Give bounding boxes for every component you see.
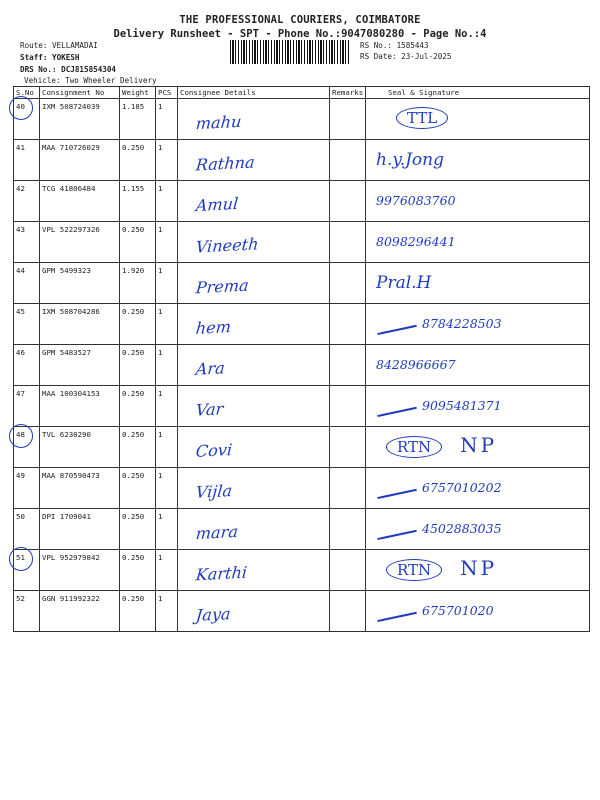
cell-consignment: MAA 710726029 — [40, 140, 120, 181]
rs-date: RS Date: 23-Jul-2025 — [360, 52, 452, 61]
cell-signature — [366, 345, 590, 386]
cell-remarks — [330, 509, 366, 550]
table-row — [14, 468, 590, 509]
signature — [376, 521, 502, 536]
cell-consignee — [178, 304, 330, 345]
cell-pcs: 1 — [156, 222, 178, 263]
signature: Pral.H — [376, 273, 432, 293]
phone-number: 8098296441 — [376, 234, 456, 249]
cell-signature — [366, 550, 590, 591]
header-consignee: Consignee Details — [178, 87, 330, 99]
table-row — [14, 304, 590, 345]
consignee-name: Jaya — [195, 604, 232, 625]
rtn-stamp: RTN — [386, 436, 442, 458]
cell-weight: 0.250 — [120, 591, 156, 632]
cell-remarks — [330, 550, 366, 591]
cell-consignment: DPI 1709041 — [40, 509, 120, 550]
phone-number: 6757010202 — [422, 480, 502, 495]
cell-consignment: VPL 952979842 — [40, 550, 120, 591]
consignee-name: Var — [195, 399, 225, 420]
signature — [376, 603, 494, 618]
cell-consignment: TCG 41806484 — [40, 181, 120, 222]
table-row — [14, 427, 590, 468]
consignee-name: Ara — [195, 358, 226, 379]
table-row — [14, 263, 590, 304]
signature-scribble — [375, 478, 417, 498]
header-remarks: Remarks — [330, 87, 366, 99]
signature — [376, 316, 502, 331]
route-label: Route: VELLAMADAI — [20, 41, 98, 50]
table-row — [14, 181, 590, 222]
table-row — [14, 591, 590, 632]
cell-pcs: 1 — [156, 345, 178, 386]
cell-signature — [366, 263, 590, 304]
consignee-name: hem — [195, 317, 232, 338]
cell-consignment: TVL 6230290 — [40, 427, 120, 468]
cell-sno: 50 — [14, 509, 40, 550]
phone-number: 675701020 — [422, 603, 494, 618]
cell-consignment: IXM 508724039 — [40, 99, 120, 140]
cell-weight: 1.185 — [120, 99, 156, 140]
signature: h.y.Jong — [376, 150, 444, 170]
header-consignment: Consignment No — [40, 87, 120, 99]
cell-consignment: VPL 522297326 — [40, 222, 120, 263]
staff-label: Staff: YOKESH — [20, 53, 80, 62]
table-row — [14, 140, 590, 181]
table-row — [14, 509, 590, 550]
cell-weight: 0.250 — [120, 304, 156, 345]
circle-mark — [9, 547, 33, 571]
cell-remarks — [330, 181, 366, 222]
cell-signature — [366, 222, 590, 263]
cell-remarks — [330, 591, 366, 632]
signature — [376, 398, 502, 413]
cell-consignee — [178, 427, 330, 468]
consignee-name: Rathna — [194, 152, 256, 175]
cell-consignee — [178, 181, 330, 222]
cell-consignee — [178, 222, 330, 263]
table-row — [14, 550, 590, 591]
rs-number: RS No.: 1585443 — [360, 41, 429, 50]
signature-scribble — [375, 519, 417, 539]
cell-consignment: IXM 508704286 — [40, 304, 120, 345]
cell-remarks — [330, 345, 366, 386]
circle-mark — [9, 96, 33, 120]
cell-sno: 52 — [14, 591, 40, 632]
consignee-name: Covi — [195, 440, 233, 461]
signature-scribble — [375, 314, 417, 334]
cell-sno: 51 — [14, 550, 40, 591]
runsheet-table — [13, 86, 590, 632]
vehicle-label: Vehicle: Two Wheeler Delivery — [24, 76, 157, 85]
cell-consignment: GPM 5499323 — [40, 263, 120, 304]
signature-scribble — [375, 601, 417, 621]
cell-remarks — [330, 468, 366, 509]
cell-pcs: 1 — [156, 550, 178, 591]
consignee-name: Prema — [195, 275, 250, 298]
cell-signature — [366, 304, 590, 345]
cell-pcs: 1 — [156, 509, 178, 550]
cell-consignment: GPM 5483527 — [40, 345, 120, 386]
cell-signature — [366, 140, 590, 181]
consignee-name: Amul — [195, 193, 240, 216]
cell-consignment: MAA 870590473 — [40, 468, 120, 509]
cell-consignee — [178, 468, 330, 509]
cell-remarks — [330, 427, 366, 468]
cell-pcs: 1 — [156, 99, 178, 140]
signature — [386, 433, 497, 458]
np-mark: NP — [460, 433, 498, 457]
cell-remarks — [330, 99, 366, 140]
table-header-row — [14, 87, 590, 99]
cell-consignee — [178, 140, 330, 181]
cell-remarks — [330, 140, 366, 181]
table-row — [14, 222, 590, 263]
cell-consignee — [178, 345, 330, 386]
cell-weight: 0.250 — [120, 468, 156, 509]
consignee-name: Vijla — [195, 481, 233, 502]
cell-consignee — [178, 263, 330, 304]
cell-weight: 1.155 — [120, 181, 156, 222]
phone-number: 8428966667 — [376, 357, 456, 372]
cell-pcs: 1 — [156, 263, 178, 304]
header-signature: Seal & Signature — [366, 87, 590, 99]
cell-sno: 43 — [14, 222, 40, 263]
cell-consignment: MAA 100304153 — [40, 386, 120, 427]
cell-sno: 42 — [14, 181, 40, 222]
cell-weight: 0.250 — [120, 140, 156, 181]
cell-remarks — [330, 263, 366, 304]
cell-consignee — [178, 99, 330, 140]
cell-sno: 41 — [14, 140, 40, 181]
cell-pcs: 1 — [156, 591, 178, 632]
cell-remarks — [330, 222, 366, 263]
cell-signature — [366, 591, 590, 632]
signature — [386, 556, 497, 581]
cell-pcs: 1 — [156, 304, 178, 345]
cell-signature — [366, 509, 590, 550]
np-mark: NP — [460, 556, 498, 580]
header-weight: Weight — [120, 87, 156, 99]
cell-pcs: 1 — [156, 468, 178, 509]
consignee-name: Karthi — [195, 562, 248, 585]
phone-number: 8784228503 — [422, 316, 502, 331]
signature — [376, 480, 502, 495]
phone-number: 9095481371 — [422, 398, 502, 413]
header-pcs: PCS — [156, 87, 178, 99]
cell-signature — [366, 386, 590, 427]
cell-weight: 0.250 — [120, 550, 156, 591]
cell-weight: 0.250 — [120, 222, 156, 263]
barcode — [230, 40, 350, 64]
cell-remarks — [330, 386, 366, 427]
phone-number: 9976083760 — [376, 193, 456, 208]
cell-consignee — [178, 550, 330, 591]
circle-mark — [9, 424, 33, 448]
cell-signature — [366, 427, 590, 468]
cell-sno: 49 — [14, 468, 40, 509]
cell-remarks — [330, 304, 366, 345]
table-row — [14, 386, 590, 427]
consignee-name: Vineeth — [194, 234, 260, 257]
cell-weight: 0.250 — [120, 386, 156, 427]
header-sno: S.No — [14, 87, 40, 99]
phone-number: 4502883035 — [422, 521, 502, 536]
consignee-name: mahu — [195, 111, 243, 134]
cell-signature — [366, 181, 590, 222]
cell-consignee — [178, 386, 330, 427]
cell-sno: 40 — [14, 99, 40, 140]
cell-sno: 46 — [14, 345, 40, 386]
cell-pcs: 1 — [156, 427, 178, 468]
cell-sno: 45 — [14, 304, 40, 345]
cell-weight: 0.250 — [120, 427, 156, 468]
signature: TTL — [396, 107, 448, 129]
cell-pcs: 1 — [156, 181, 178, 222]
table-row — [14, 99, 590, 140]
cell-consignment: GGN 911992322 — [40, 591, 120, 632]
cell-consignee — [178, 591, 330, 632]
cell-sno: 44 — [14, 263, 40, 304]
cell-signature — [366, 468, 590, 509]
cell-sno: 47 — [14, 386, 40, 427]
cell-weight: 0.250 — [120, 509, 156, 550]
cell-weight: 0.250 — [120, 345, 156, 386]
document-subtitle: Delivery Runsheet - SPT - Phone No.:9047080280 - Page No.:4 — [113, 28, 487, 40]
cell-sno: 48 — [14, 427, 40, 468]
cell-pcs: 1 — [156, 140, 178, 181]
consignee-name: mara — [195, 521, 239, 544]
drs-number: DRS No.: DCJ815854304 — [20, 65, 117, 74]
table-row — [14, 345, 590, 386]
cell-weight: 1.920 — [120, 263, 156, 304]
rtn-stamp: RTN — [386, 559, 442, 581]
cell-pcs: 1 — [156, 386, 178, 427]
document-title: THE PROFESSIONAL COURIERS, COIMBATORE — [179, 14, 421, 26]
cell-signature — [366, 99, 590, 140]
cell-consignee — [178, 509, 330, 550]
signature-scribble — [375, 396, 417, 416]
